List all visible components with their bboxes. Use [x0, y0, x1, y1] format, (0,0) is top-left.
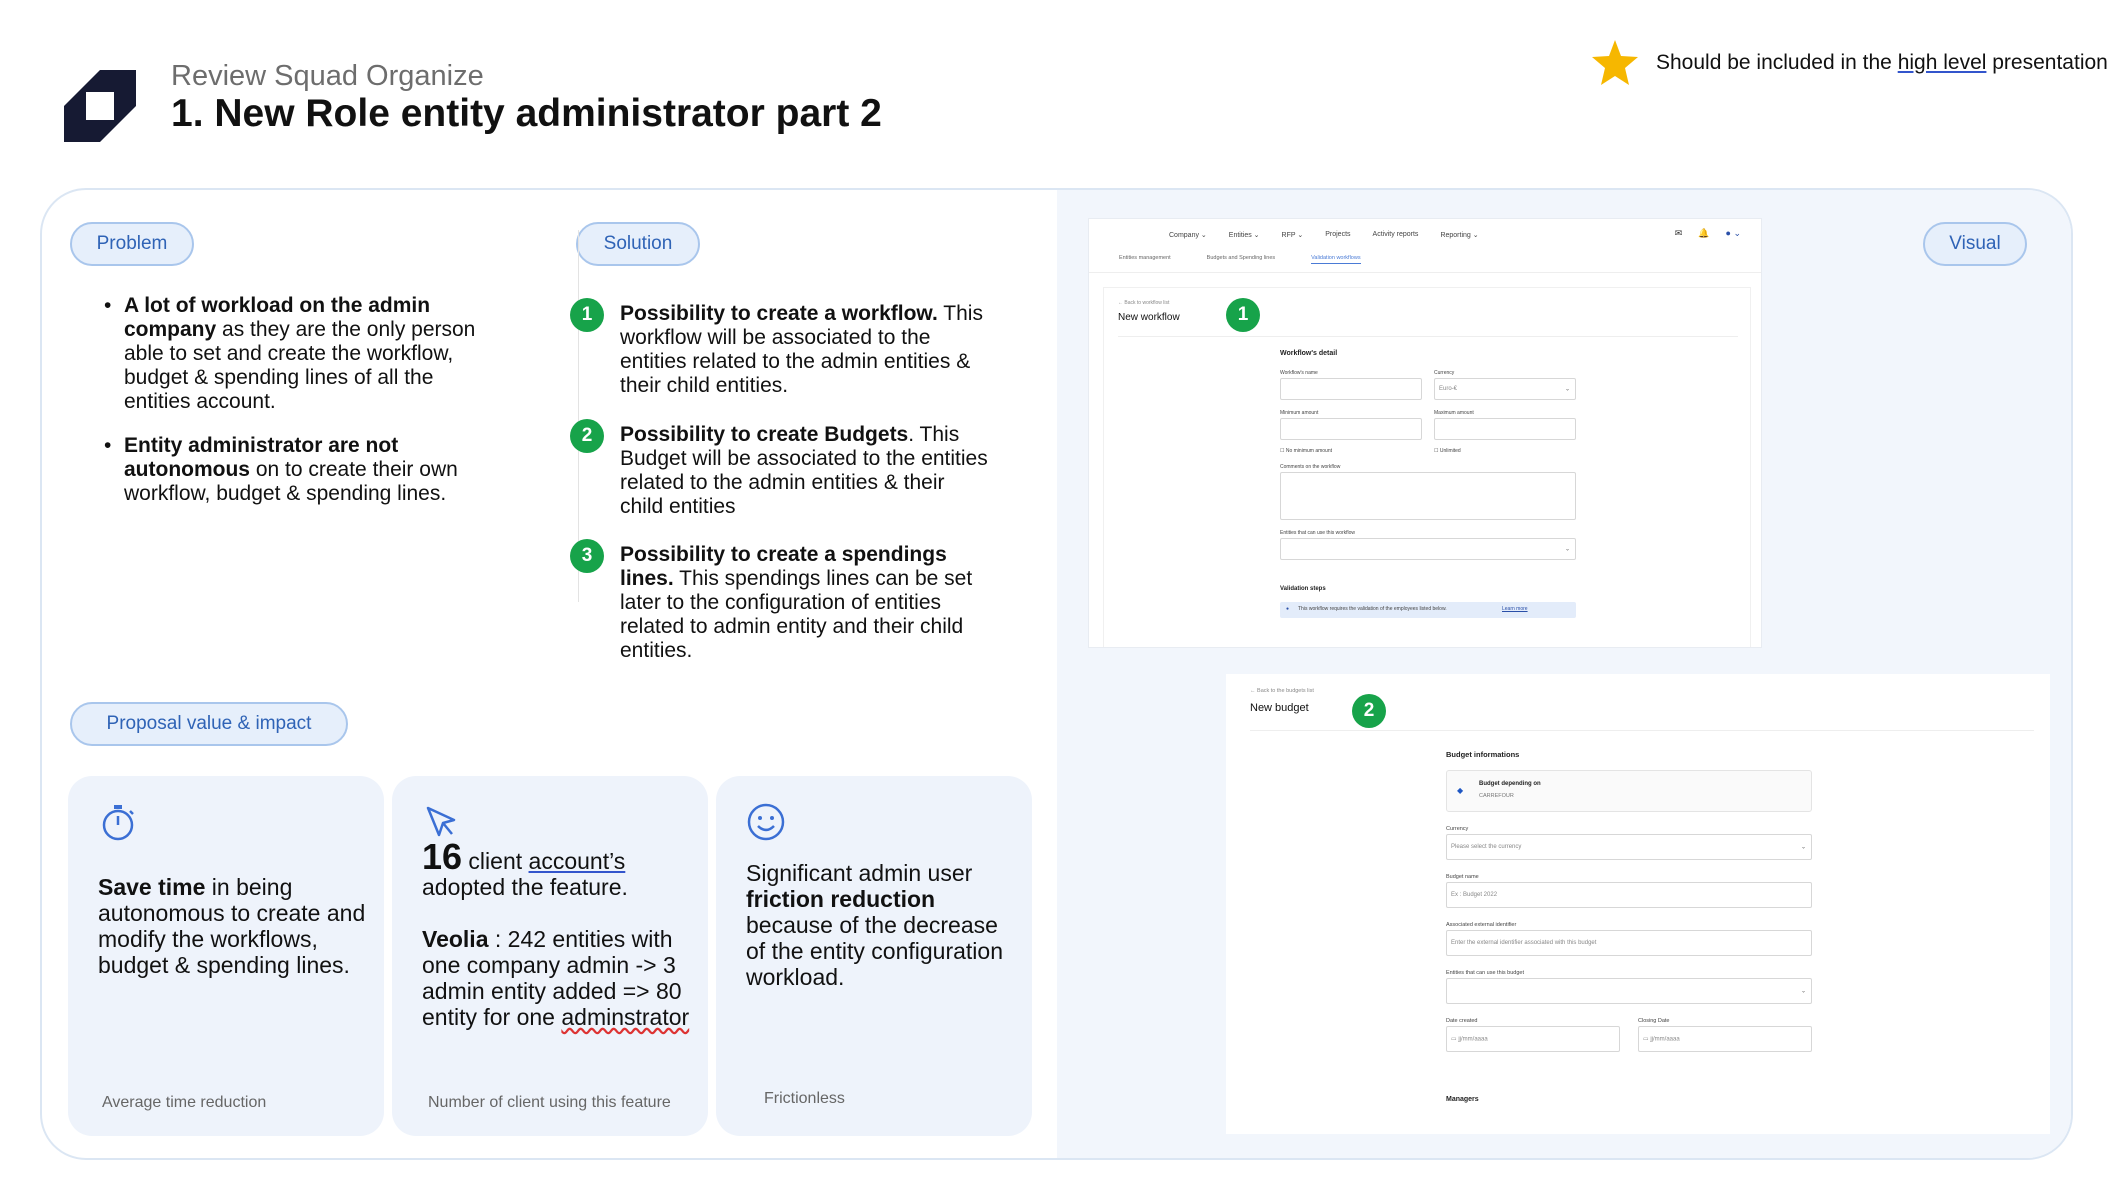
menu-entities[interactable]: Entities ⌄	[1228, 232, 1260, 239]
solution-number-2: 2	[570, 419, 604, 453]
carrefour-logo: ◆	[1457, 786, 1464, 795]
no-min-checkbox[interactable]: ☐ No minimum amount	[1280, 448, 1333, 454]
date-created-input[interactable]: ▭ jj/mm/aaaa	[1446, 1026, 1620, 1052]
mail-icon[interactable]: ✉	[1674, 228, 1683, 238]
problem-bullet-2: • Entity administrator are not autonomous on to create their own workflow, budget & spending lines.	[100, 434, 500, 506]
impact-time-foot: Average time reduction	[102, 1094, 267, 1111]
star-icon	[1590, 38, 1640, 88]
solution-pill: Solution	[576, 222, 700, 266]
nav-icons	[1675, 228, 1741, 239]
comments-label: Comments on the workflow	[1280, 464, 1341, 470]
tab-budgets-spending[interactable]: Budgets and Spending lines	[1206, 255, 1276, 261]
back-to-workflow-link[interactable]: ← Back to workflow list	[1118, 300, 1170, 306]
presentation-subtitle: Review Squad Organize	[171, 60, 484, 92]
menu-activity-reports[interactable]: Activity reports	[1372, 231, 1419, 238]
sub-tabs	[1119, 255, 1361, 264]
impact-card-friction	[716, 776, 1032, 1136]
entities-label: Entities that can use this workflow	[1280, 530, 1356, 536]
budget-badge: 2	[1352, 694, 1386, 728]
workflow-name-input[interactable]	[1280, 378, 1422, 400]
menu-company[interactable]: Company ⌄	[1169, 232, 1207, 239]
tab-entities-management[interactable]: Entities management	[1119, 255, 1171, 261]
budget-depending-box	[1446, 770, 1812, 812]
impact-friction-foot: Frictionless	[764, 1090, 845, 1107]
impact-friction-text: Significant admin user friction reduction because of the decrease of the entity configuration workload.	[746, 860, 1003, 990]
app-navbar	[1089, 219, 1761, 273]
workflow-form-panel	[1103, 287, 1751, 648]
impact-card-clients	[392, 776, 708, 1136]
date-created-label: Date created	[1446, 1018, 1478, 1024]
budget-info-heading: Budget informations	[1446, 750, 1520, 759]
max-amount-input[interactable]	[1434, 418, 1576, 440]
workflow-detail-heading: Workflow's detail	[1280, 350, 1338, 357]
menu-reporting[interactable]: Reporting ⌄	[1440, 232, 1479, 239]
main-card: Problem Solution Visual Proposal value & impact • A lot of workload on the admin company as they are the only person able to set and create the workflow, budget & spending lines of all the entities account. • Entity administrator are not autonomous on to create their own workflow, budget & spending lines. 1 Possibility to create a workflow. This workflow will be associated to the entities related to the admin entities & their child entities. 2 Possibility to create Budgets. This Budget will be associated to the entities related to the admin entities & their child entities 3 Possibility to create a spendings lines. This spendings lines can be set later to the configuration of entities related to admin entity and their child entities. Save time in being autonomous to create and modify the workflows, budget & spending lines. Average time reduction 16 client account’s adopted the feature. Veolia : 242 entities with one company admin -> 3 admin entity added => 80 entity for one adminstrator Number of client using this feature Significant admin user friction reduction because of the decrease of the entity configuration workload. Frictionless Company ⌄ Entities ⌄ RFP ⌄ Projects Activity reports Reporting ⌄ ✉ 🔔 ● ⌄ Entities management Budgets and Spending lines Validation workflows ← Back to workflow list New workflow 1 Workflow's detail Workflow's name Currency Euro-€ ⌄ Minimum amount Maximum amount ☐ No minimum amount ☐ Unlimited Comments on the workflow Entities that can use this workflow ⌄ Validation steps ● This workflow requires the validation of the employees listed below. Learn more ← Back to the budgets list New budget 2 Budget informations ◆ Budget depending on CARREFOUR Currency Please select the currency ⌄ Budget name Ex : Budget 2022 Associated external identifier Enter the external identifier associated with this budget Entities that can use this budget ⌄ Date created ▭ jj/mm/aaaa Closing Date ▭ jj/mm/aaaa Managers	[40, 188, 2073, 1160]
impact-clients-text: 16 client account’s adopted the feature. Veolia : 242 entities with one company admin -> 3 admin entity added => 80 entity for one adminstrator	[422, 836, 690, 1030]
chevron-down-icon: ⌄	[1800, 988, 1806, 995]
calendar-icon: ▭	[1451, 1036, 1457, 1043]
entities-select[interactable]	[1280, 538, 1576, 560]
user-icon[interactable]: ● ⌄	[1725, 228, 1741, 238]
solution-number-1: 1	[570, 298, 604, 332]
stopwatch-icon	[98, 802, 138, 842]
page-title: 1. New Role entity administrator part 2	[171, 92, 882, 135]
impact-card-time	[68, 776, 384, 1136]
problem-list	[100, 294, 500, 526]
problem-bullet-1: • A lot of workload on the admin company as they are the only person able to set and create the workflow, budget & spending lines of all the entities account.	[100, 294, 500, 414]
external-id-input[interactable]: Enter the external identifier associated with this budget	[1446, 930, 1812, 956]
chevron-down-icon: ⌄	[1564, 546, 1570, 553]
workflow-page-title: New workflow	[1118, 312, 1180, 323]
problem-pill: Problem	[70, 222, 194, 266]
chevron-down-icon: ⌄	[1564, 386, 1570, 393]
visual-pill: Visual	[1923, 222, 2027, 266]
menu-rfp[interactable]: RFP ⌄	[1281, 232, 1304, 239]
chevron-down-icon: ⌄	[1800, 844, 1806, 851]
calendar-icon: ▭	[1643, 1036, 1649, 1043]
budget-name-input[interactable]: Ex : Budget 2022	[1446, 882, 1812, 908]
min-amount-label: Minimum amount	[1280, 410, 1319, 416]
smiley-icon	[746, 802, 786, 842]
budget-page-title: New budget	[1250, 702, 1309, 714]
learn-more-link[interactable]: Learn more	[1502, 606, 1528, 612]
app-menu	[1169, 231, 1479, 239]
workflow-name-label: Workflow's name	[1280, 370, 1318, 376]
back-to-budgets-link[interactable]: ← Back to the budgets list	[1250, 688, 1314, 694]
workflow-currency-label: Currency	[1434, 370, 1455, 376]
comments-textarea[interactable]	[1280, 472, 1576, 520]
budget-currency-label: Currency	[1446, 826, 1469, 832]
min-amount-input[interactable]	[1280, 418, 1422, 440]
info-banner: ● This workflow requires the validation of the employees listed below. Learn more	[1280, 602, 1576, 618]
external-id-label: Associated external identifier	[1446, 922, 1517, 928]
budget-entities-select[interactable]	[1446, 978, 1812, 1004]
legend	[1590, 38, 2108, 88]
tab-validation-workflows[interactable]: Validation workflows	[1311, 255, 1360, 264]
max-amount-label: Maximum amount	[1434, 410, 1474, 416]
closing-date-label: Closing Date	[1638, 1018, 1670, 1024]
budget-currency-select[interactable]: Please select the currency ⌄	[1446, 834, 1812, 860]
workflow-currency-select[interactable]: Euro-€ ⌄	[1434, 378, 1576, 400]
workflow-badge: 1	[1226, 298, 1260, 332]
validation-steps-heading: Validation steps	[1280, 586, 1326, 592]
budget-screenshot	[1226, 674, 2050, 1134]
budget-depending-label: Budget depending on	[1479, 781, 1541, 787]
legend-text: Should be included in the high level presentation	[1656, 51, 2108, 74]
budget-name-label: Budget name	[1446, 874, 1479, 880]
impact-clients-foot: Number of client using this feature	[428, 1094, 671, 1111]
info-icon: ●	[1286, 606, 1290, 612]
budget-entities-label: Entities that can use this budget	[1446, 970, 1524, 976]
company-logo	[62, 68, 138, 144]
budget-depending-value: CARREFOUR	[1479, 793, 1514, 799]
workflow-screenshot	[1088, 218, 1762, 648]
unlimited-checkbox[interactable]: ☐ Unlimited	[1434, 448, 1461, 454]
managers-heading: Managers	[1446, 1096, 1479, 1103]
bell-icon[interactable]: 🔔	[1698, 228, 1710, 238]
proposal-pill: Proposal value & impact	[70, 702, 348, 746]
menu-projects[interactable]: Projects	[1325, 231, 1351, 238]
solution-number-3: 3	[570, 539, 604, 573]
impact-time-text: Save time in being autonomous to create and modify the workflows, budget & spending lines.	[98, 874, 366, 978]
closing-date-input[interactable]: ▭ jj/mm/aaaa	[1638, 1026, 1812, 1052]
